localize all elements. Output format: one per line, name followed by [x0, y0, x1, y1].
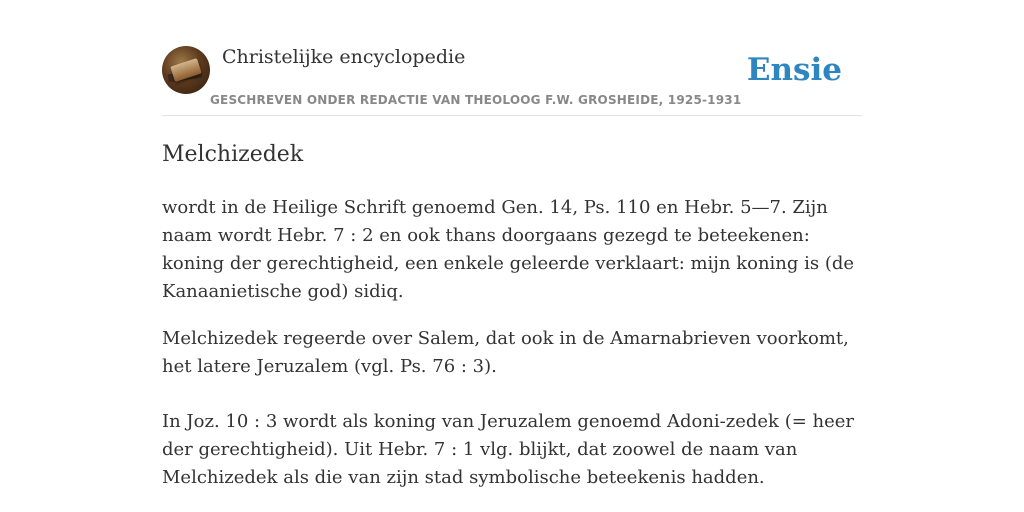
site-subtitle: GESCHREVEN ONDER REDACTIE VAN THEOLOOG F.W. GROSHEIDE, 1925-1931 [210, 93, 742, 107]
header-divider [162, 115, 862, 116]
article-body [162, 140, 862, 511]
site-header [162, 46, 862, 116]
article-paragraph: In Joz. 10 : 3 wordt als koning van Jeruzalem genoemd Adoni-zedek (= heer der gerechtigheid). Uit Hebr. 7 : 1 vlg. blijkt, dat zoowel de naam van Melchizedek als die van zijn stad symbolische beteekenis hadden. [162, 411, 855, 488]
encyclopedia-avatar[interactable] [162, 46, 210, 94]
article-paragraph: wordt in de Heilige Schrift genoemd Gen. 14, Ps. 110 en Hebr. 5—7. Zijn naam wordt Hebr. 7 : 2 en ook thans doorgaans gezegd te beteekenen: koning der gerechtigheid, een enkele geleerde verklaart: mijn koning is (de Kanaanietische god) sidiq. [162, 197, 855, 302]
site-name-link[interactable]: Christelijke encyclopedie [222, 46, 466, 68]
ensie-logo[interactable]: Ensie [746, 52, 842, 88]
article-paragraph: Melchizedek regeerde over Salem, dat ook in de Amarnabrieven voorkomt, het latere Jeruzalem (vgl. Ps. 76 : 3). [162, 328, 849, 377]
article-title: Melchizedek [162, 142, 304, 167]
